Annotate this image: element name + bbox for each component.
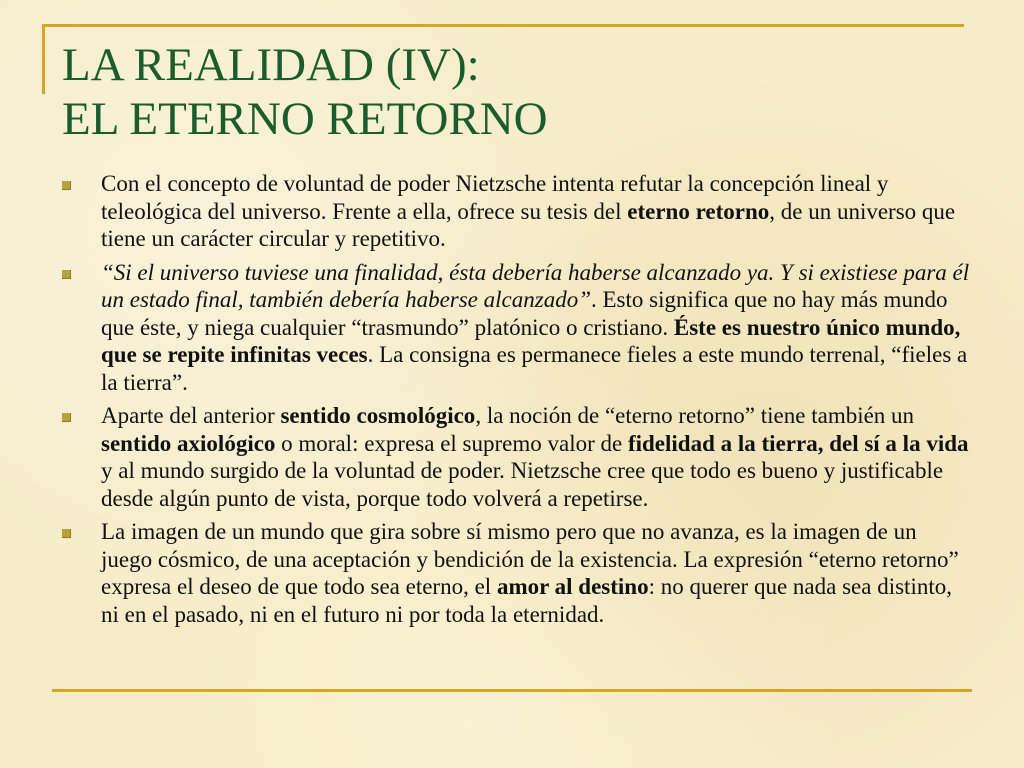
bold-text: Éste es nuestro único mundo, que se repite infinitas veces xyxy=(101,314,961,367)
bullet-list xyxy=(62,170,972,634)
bold-text: amor al destino xyxy=(496,574,649,599)
body-text: , la noción de “eterno retorno” tiene también un xyxy=(475,403,915,428)
top-rule xyxy=(44,24,964,27)
bullet-item xyxy=(62,402,972,512)
bottom-rule xyxy=(52,689,972,692)
body-text: Aparte del anterior xyxy=(101,403,281,428)
italic-quote: “Si el universo tuviese una finalidad, ésta debería haberse alcanzado ya. Y si existiese para él un estado final, también debería haberse alcanzado” xyxy=(101,259,970,312)
body-text: o moral: expresa el supremo valor de xyxy=(275,430,628,456)
body-text: . Esto significa que no hay más mundo que éste, y niega cualquier “trasmundo” platónico o cristiano. xyxy=(101,287,948,340)
square-bullet-icon xyxy=(62,181,71,190)
bold-text: fidelidad a la tierra, del sí a la vida xyxy=(627,430,969,456)
slide-title xyxy=(62,38,548,146)
body-text: La imagen de un mundo que gira sobre sí mismo pero que no avanza, es la imagen de un juego cósmico, de una aceptación y bendición de la existencia. La expresión “eterno retorno” expresa el deseo de que todo sea eterno, el xyxy=(101,519,959,599)
body-text: , de un universo que tiene un carácter circular y repetitivo. xyxy=(101,198,956,251)
left-rule xyxy=(42,24,45,94)
square-bullet-icon xyxy=(62,529,71,538)
bullet-item xyxy=(62,170,972,253)
bullet-item xyxy=(62,518,972,628)
body-text: Con el concepto de voluntad de poder Nietzsche intenta refutar la concepción lineal y teleológica del universo. Frente a ella, ofrece su tesis del xyxy=(101,171,889,224)
bold-text: eterno retorno xyxy=(627,198,770,224)
square-bullet-icon xyxy=(62,270,71,279)
body-text: . La consigna es permanece fieles a este mundo terrenal, “fieles a la tierra”. xyxy=(101,342,968,395)
body-text: y al mundo surgido de la voluntad de poder. Nietzsche cree que todo es bueno y justificable desde algún punto de vista, porque todo volverá a repetirse. xyxy=(101,458,944,511)
title-line-1: LA REALIDAD (IV): xyxy=(62,39,480,91)
bold-text: sentido axiológico xyxy=(101,430,276,456)
square-bullet-icon xyxy=(62,413,71,422)
bold-text: sentido cosmológico xyxy=(280,403,476,428)
title-line-2: EL ETERNO RETORNO xyxy=(62,93,548,145)
body-text: : no querer que nada sea distinto, ni en el pasado, ni en el futuro ni por toda la eternidad. xyxy=(101,574,952,627)
bullet-item xyxy=(62,259,972,397)
